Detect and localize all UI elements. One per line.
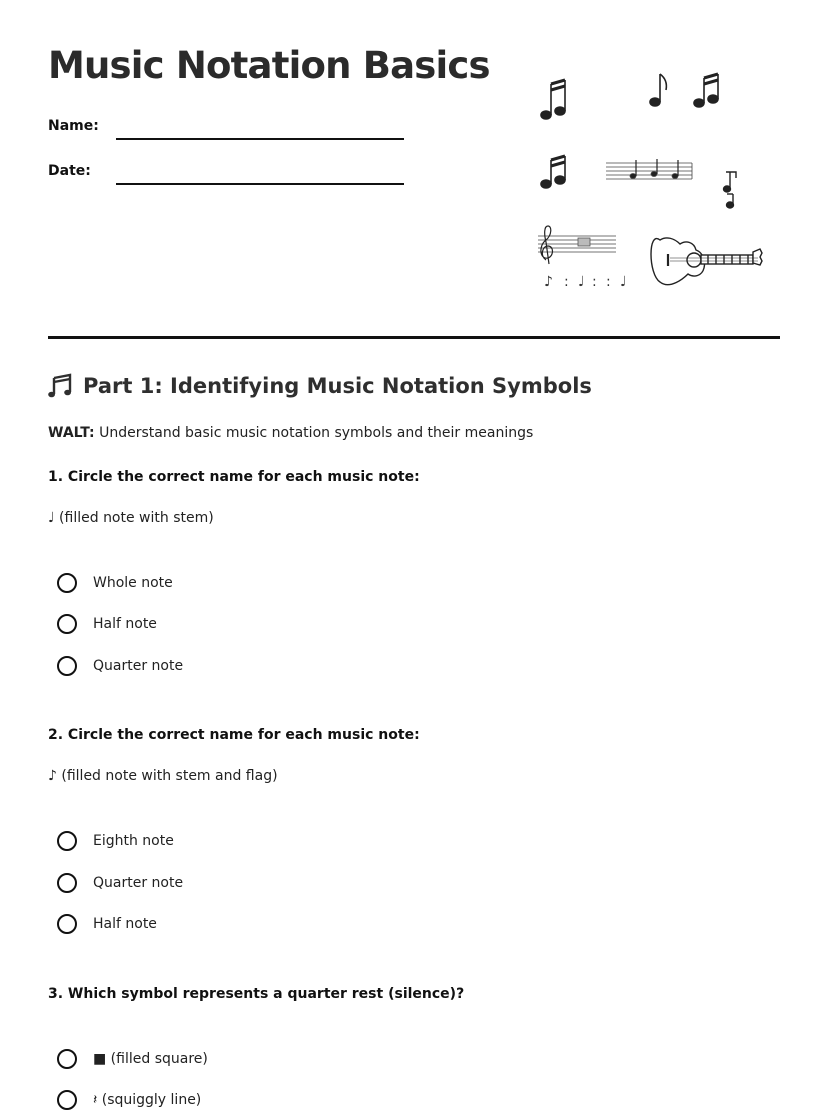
name-field[interactable] — [116, 138, 404, 140]
guitar-icon — [651, 238, 762, 285]
radio-circle-icon[interactable] — [57, 656, 77, 676]
beamed-notes-icon — [48, 373, 74, 399]
section-divider — [48, 336, 780, 339]
rhythm-icon — [544, 274, 627, 290]
question-2-option-2[interactable] — [57, 873, 183, 893]
date-label: Date: — [48, 163, 91, 179]
walt-label: WALT: — [48, 425, 95, 441]
beamed-notes-icon — [541, 156, 565, 188]
option-label: Whole note — [93, 575, 173, 591]
svg-text::: : — [564, 274, 569, 290]
radio-circle-icon[interactable] — [57, 873, 77, 893]
svg-text::: : — [606, 274, 611, 290]
music-clipart — [530, 60, 780, 300]
question-2-option-1[interactable] — [57, 831, 174, 851]
question-2-option-3[interactable] — [57, 914, 157, 934]
option-label: Eighth note — [93, 833, 174, 849]
radio-circle-icon[interactable] — [57, 1090, 77, 1110]
svg-text:♪: ♪ — [544, 274, 553, 290]
option-label: ■ (filled square) — [93, 1051, 208, 1067]
question-3-option-2[interactable] — [57, 1090, 201, 1110]
question-1-text: 1. Circle the correct name for each music note: — [48, 469, 420, 485]
question-3-text: 3. Which symbol represents a quarter rest (silence)? — [48, 986, 465, 1002]
treble-clef-icon — [538, 226, 616, 264]
staff-icon — [606, 159, 692, 179]
svg-text:♩: ♩ — [578, 274, 585, 290]
date-field[interactable] — [116, 183, 404, 185]
radio-circle-icon[interactable] — [57, 914, 77, 934]
question-2-text: 2. Circle the correct name for each music note: — [48, 727, 420, 743]
beamed-notes-icon — [694, 74, 718, 107]
question-1-option-1[interactable] — [57, 573, 173, 593]
option-label: Half note — [93, 616, 157, 632]
part1-heading — [48, 373, 592, 399]
svg-text:♩: ♩ — [620, 274, 627, 290]
beamed-notes-icon — [541, 80, 565, 119]
radio-circle-icon[interactable] — [57, 1049, 77, 1069]
option-label: Quarter note — [93, 658, 184, 674]
eighth-note-icon — [650, 74, 666, 106]
radio-circle-icon[interactable] — [57, 831, 77, 851]
question-3-option-1[interactable] — [57, 1049, 208, 1069]
option-label: Half note — [93, 916, 157, 932]
question-1-prompt: ♩ (filled note with stem) — [48, 510, 214, 526]
question-1-option-2[interactable] — [57, 614, 157, 634]
svg-text::: : — [592, 274, 597, 290]
walt-statement — [48, 425, 533, 441]
eighth-note-icon — [724, 172, 737, 208]
walt-text: Understand basic music notation symbols and their meanings — [94, 425, 534, 441]
option-label: 𝄽 (squiggly line) — [93, 1092, 202, 1108]
question-1-option-3[interactable] — [57, 656, 183, 676]
option-label: Quarter note — [93, 875, 184, 891]
question-2-prompt: ♪ (filled note with stem and flag) — [48, 768, 278, 784]
part1-heading-text: Part 1: Identifying Music Notation Symbols — [83, 374, 592, 398]
radio-circle-icon[interactable] — [57, 573, 77, 593]
worksheet-title: Music Notation Basics — [48, 44, 490, 87]
name-label: Name: — [48, 118, 99, 134]
radio-circle-icon[interactable] — [57, 614, 77, 634]
